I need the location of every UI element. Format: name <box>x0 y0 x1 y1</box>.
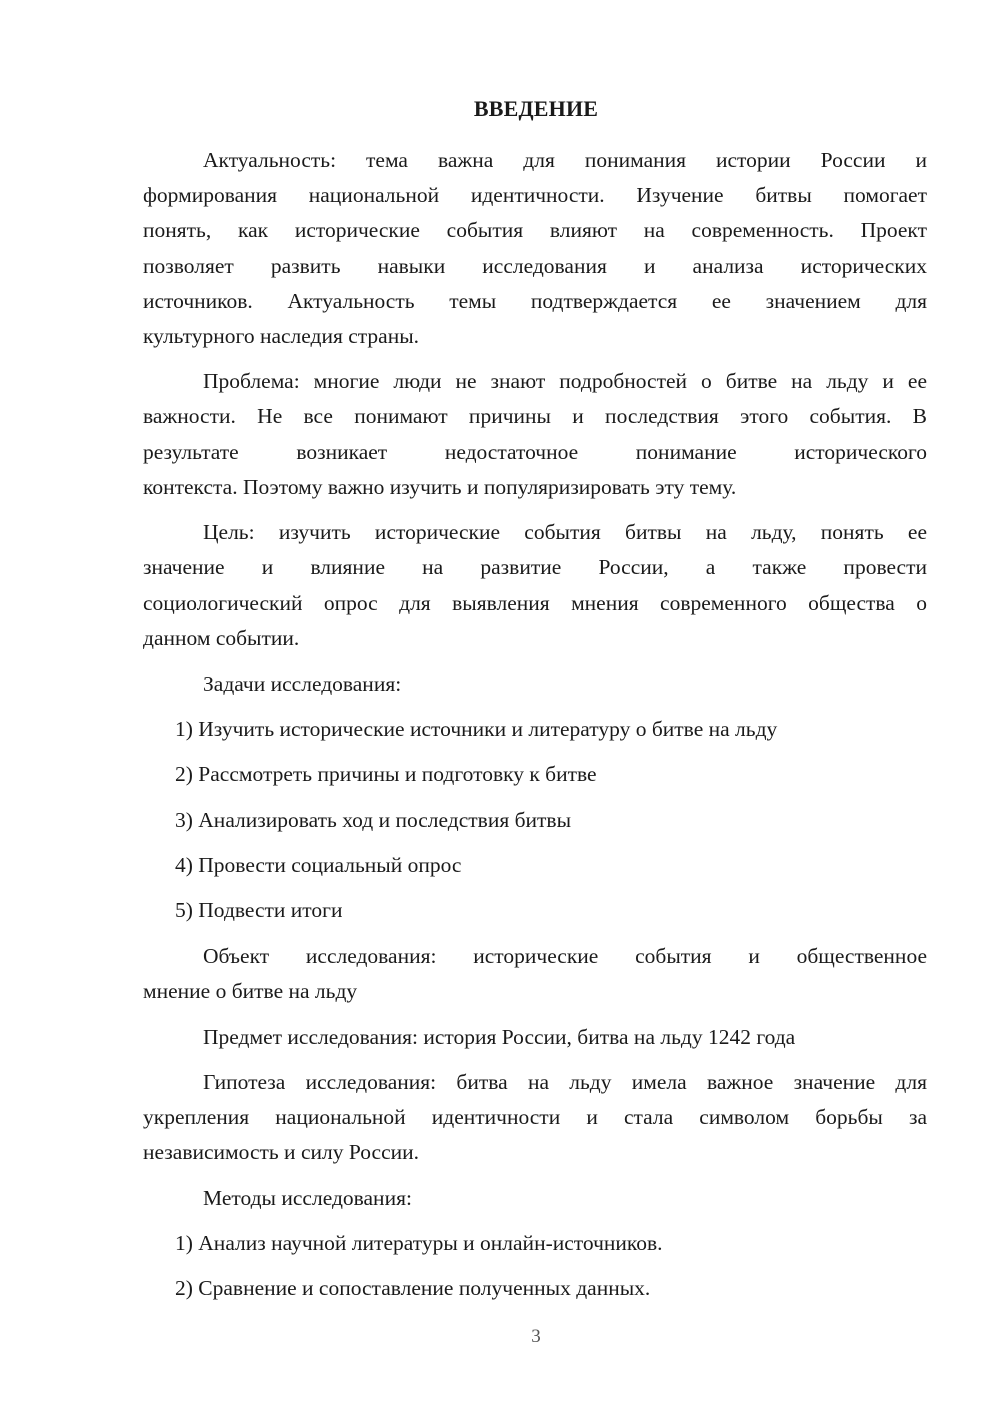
list-item: 4) Провести социальный опрос <box>175 853 462 877</box>
list-item: 5) Подвести итоги <box>175 898 343 922</box>
relevance-line: понять, как исторические события влияют на современность. Проект <box>143 218 927 242</box>
page-number: 3 <box>531 1326 541 1347</box>
hypothesis-line: укрепления национальной идентичности и стала символом борьбы за <box>143 1105 927 1129</box>
page-title: ВВЕДЕНИЕ <box>473 96 599 121</box>
problem-line: Проблема: многие люди не знают подробностей о битве на льду и ее <box>203 369 927 393</box>
goal-line: Цель: изучить исторические события битвы на льду, понять ее <box>203 520 927 544</box>
relevance-line: позволяет развить навыки исследования и анализа исторических <box>143 254 927 278</box>
list-item: 2) Сравнение и сопоставление полученных данных. <box>175 1276 651 1300</box>
goal-line: значение и влияние на развитие России, а также провести <box>143 555 927 579</box>
hypothesis-line: Гипотеза исследования: битва на льду имела важное значение для <box>203 1070 927 1094</box>
subject-paragraph: Предмет исследования: история России, битва на льду 1242 года <box>203 1025 796 1049</box>
problem-line: контекста. Поэтому важно изучить и популяризировать эту тему. <box>143 475 737 499</box>
relevance-line: формирования национальной идентичности. Изучение битвы помогает <box>143 183 927 207</box>
hypothesis-line: независимость и силу России. <box>143 1140 420 1164</box>
list-item: 2) Рассмотреть причины и подготовку к битве <box>175 762 597 786</box>
goal-line: данном событии. <box>143 626 300 650</box>
goal-line: социологический опрос для выявления мнения современного общества о <box>143 591 927 615</box>
list-item: 3) Анализировать ход и последствия битвы <box>175 808 572 832</box>
relevance-line: культурного наследия страны. <box>143 324 420 348</box>
problem-line: важности. Не все понимают причины и последствия этого события. В <box>143 404 927 428</box>
list-item: 1) Изучить исторические источники и литературу о битве на льду <box>175 717 778 741</box>
problem-line: результате возникает недостаточное понимание исторического <box>143 440 927 464</box>
object-line: мнение о битве на льду <box>143 979 358 1003</box>
relevance-line: Актуальность: тема важна для понимания истории России и <box>203 148 927 172</box>
object-line: Объект исследования: исторические события и общественное <box>203 944 927 968</box>
tasks-heading: Задачи исследования: <box>203 672 402 696</box>
methods-heading: Методы исследования: <box>203 1186 412 1210</box>
relevance-line: источников. Актуальность темы подтверждается ее значением для <box>143 289 927 313</box>
list-item: 1) Анализ научной литературы и онлайн-источников. <box>175 1231 663 1255</box>
